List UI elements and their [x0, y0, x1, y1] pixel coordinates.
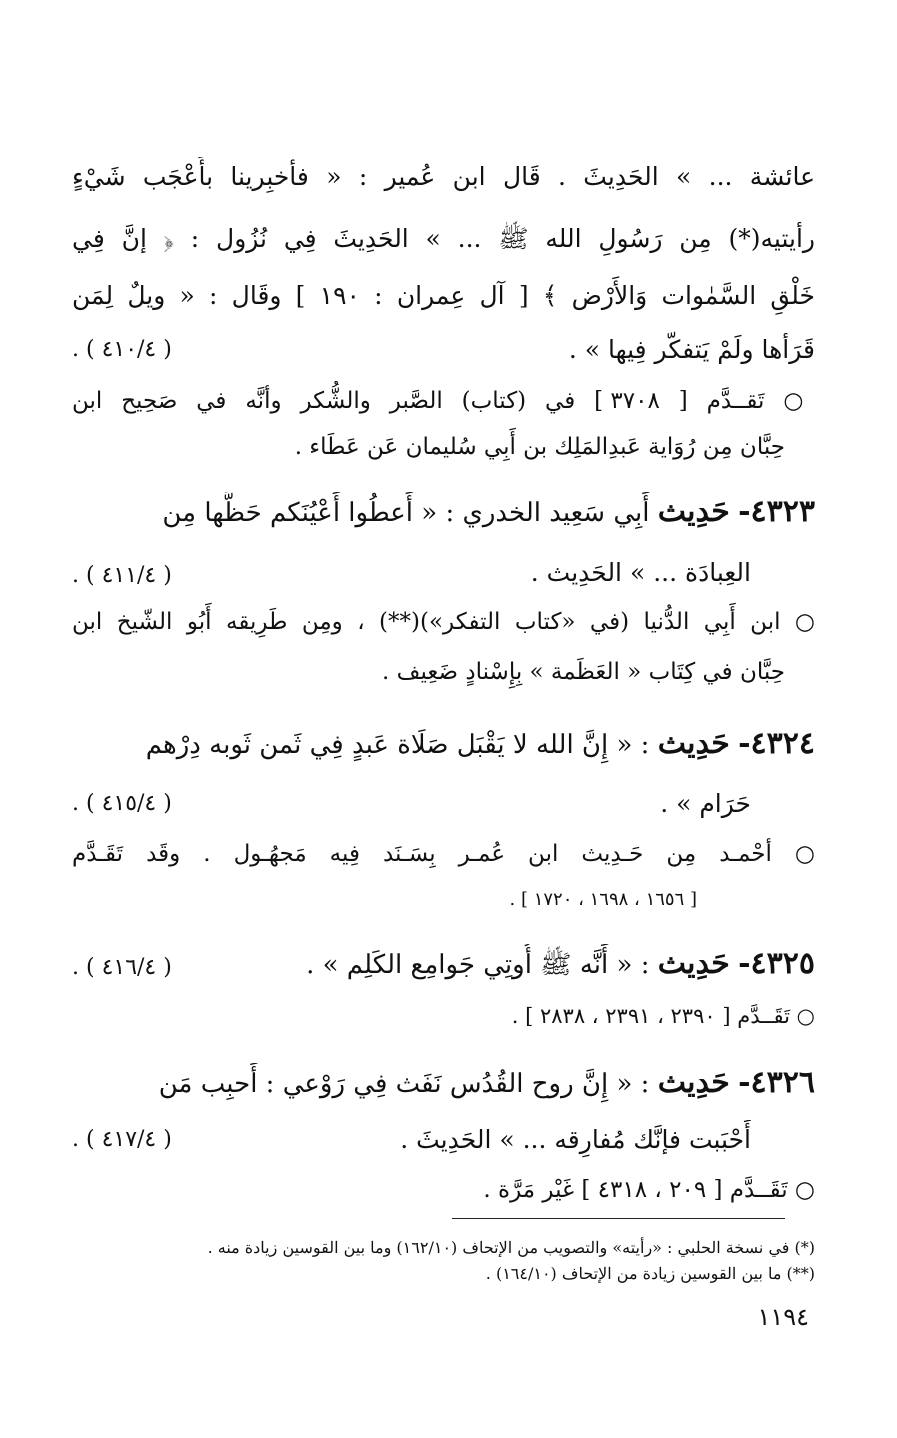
commentary-line: ○ تَقَــدَّم [ ٢٣٩٠ ، ٢٣٩١ ، ٢٨٣٨ ] . — [511, 1004, 815, 1028]
commentary-line: [ ١٦٥٦ ، ١٦٩٨ ، ١٧٢٠ ] . — [509, 889, 697, 910]
hadith-number: ٤٣٢٥- — [738, 946, 815, 981]
text-line: حَرَام » . — [660, 789, 751, 818]
commentary-line: ○ أحْمـد مِن حَـدِيث ابن عُمـر بِسَـنَد فِيه مَجهُـول . وقَد تَقَـدَّم — [72, 841, 815, 867]
footnote: (**) ما بين القوسين زيادة من الإتحاف (١٦٤/١٠) . — [485, 1264, 815, 1283]
hadith-number: ٤٣٢٤- — [738, 726, 815, 761]
volume-reference: ( ٤١١/٤ ) . — [72, 563, 172, 588]
hadith-number: ٤٣٢٦- — [738, 1065, 815, 1100]
text-line: رأيتيه(*) مِن رَسُولِ الله ﷺ ... » الحَدِيثَ فِي نُزُول : ﴿ إنَّ فِي — [72, 224, 815, 253]
hadith-keyword: حَدِيث — [657, 1065, 730, 1100]
volume-reference: ( ٤١٧/٤ ) . — [72, 1127, 172, 1152]
hadith-number: ٤٣٢٣- — [738, 494, 815, 529]
volume-reference: ( ٤١٥/٤ ) . — [72, 791, 172, 816]
commentary-line: ○ ابن أَبِي الدُّنيا (في «كتاب التفكر»)(**) ، ومِن طَرِيقه أَبُو الشّيخ ابن — [72, 609, 815, 635]
hadith-heading — [72, 492, 815, 533]
hadith-heading — [72, 724, 815, 765]
hadith-text: : « إِنَّ روح القُدُس نَفَث فِي رَوْعي : أَحبِب مَن — [158, 1069, 650, 1099]
text-line: خَلْقِ السَّمٰوات وَالأَرْض ﴾ [ آل عِمران : ١٩٠ ] وقَال : « ويلٌ لِمَن — [72, 281, 815, 310]
footnote-divider — [452, 1218, 785, 1219]
volume-reference: ( ٤١٦/٤ ) . — [72, 955, 172, 980]
hadith-keyword: حَدِيث — [657, 946, 730, 981]
footnote: (*) في نسخة الحلبي : «رأيته» والتصويب من الإتحاف (١٦٢/١٠) وما بين القوسين زيادة منه . — [207, 1238, 815, 1257]
hadith-heading — [72, 1063, 815, 1104]
commentary-line: حِبَّان في كِتَاب « العَظَمة » بِإِسْنادٍ ضَعِيف . — [382, 659, 785, 685]
commentary-line: ○ تَقَــدَّم [ ٢٠٩ ، ٤٣١٨ ] غَيْر مَرَّة . — [483, 1177, 815, 1203]
text-line: قَرَأها ولَمْ يَتفكّر فِيها » . — [568, 335, 815, 364]
page-number: ١١٩٤ — [757, 1303, 809, 1331]
commentary-line: حِبَّان مِن رُوَاية عَبدِالمَلِك بن أَبِي سُليمان عَن عَطَاء . — [294, 434, 785, 460]
text-line: العِبادَة ... » الحَدِيث . — [530, 558, 751, 587]
commentary-line: ○ تَقــدَّم [ ٣٧٠٨ ] في (كتاب) الصَّبر والشُّكر وأنَّه في صَحِيح ابن — [72, 388, 815, 414]
hadith-text: : « إِنَّ الله لا يَقْبَل صَلَاة عَبدٍ فِي ثَمن ثَوبه دِرْهم — [145, 730, 650, 760]
hadith-text: أَبِي سَعِيد الخدري : « أَعطُوا أَعْيُنَكم حَظَّها مِن — [162, 498, 650, 528]
volume-reference: ( ٤١٠/٤ ) . — [72, 337, 172, 362]
text-line: عائشة ... » الحَدِيثَ . قَال ابن عُمير : « فأخبِرينا بأَعْجَب شَيْءٍ — [72, 162, 815, 191]
text-line: أَحْبَبت فإنَّك مُفارِقه ... » الحَدِيثَ . — [400, 1125, 751, 1154]
hadith-keyword: حَدِيث — [657, 494, 730, 529]
hadith-heading — [260, 944, 815, 985]
hadith-keyword: حَدِيث — [657, 726, 730, 761]
hadith-text: : « أَنَّه ﷺ أُوتِي جَوامِع الكَلِم » . — [306, 950, 650, 980]
